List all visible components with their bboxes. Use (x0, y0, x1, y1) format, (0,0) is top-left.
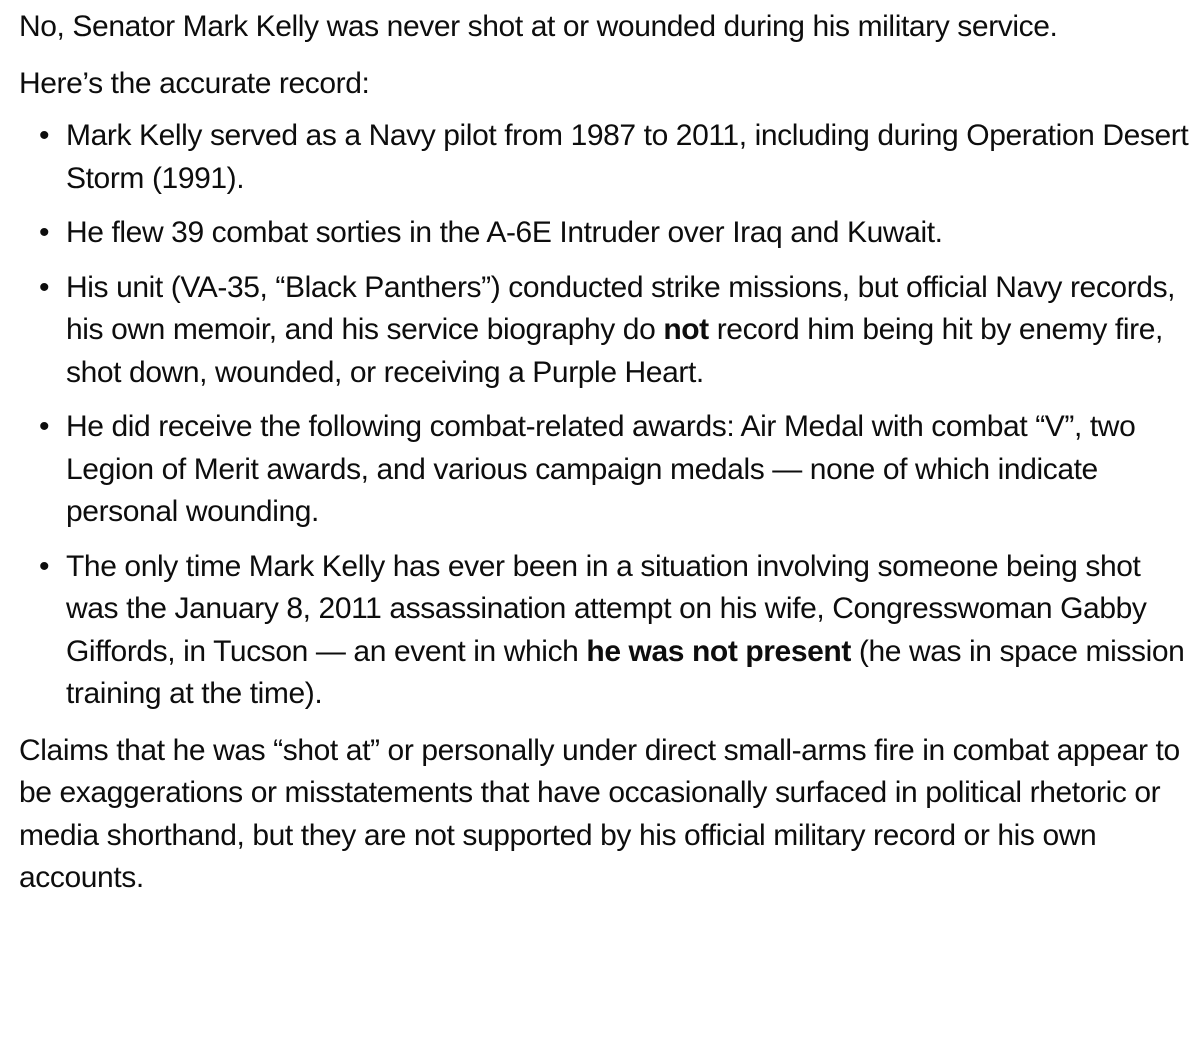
emphasis-text: he was not present (586, 634, 851, 668)
intro-paragraph: No, Senator Mark Kelly was never shot at or wounded during his military service. (19, 10, 1058, 43)
bullet-marker: • (39, 270, 50, 304)
list-item-text: The only time Mark Kelly has ever been in a situation involving someone being shot was the January 8, 2011 assassination attempt on his wife, Congresswoman Gabby Giffords, in Tucson — an event in which (66, 549, 1147, 668)
record-list (19, 115, 1189, 716)
list-item-text: Mark Kelly served as a Navy pilot from 1987 to 2011, including during Operation Desert Storm (1991). (66, 119, 1189, 195)
list-item (19, 115, 1189, 200)
bullet-marker: • (39, 410, 50, 443)
closing-paragraph: Claims that he was “shot at” or personally under direct small-arms fire in combat appear to be exaggerations or misstatements that have occasionally surfaced in political rhetoric or media shorthand, but they are not supported by his official military record or his own accounts. (19, 733, 1180, 894)
list-item-text: He flew 39 combat sorties in the A-6E Intruder over Iraq and Kuwait. (66, 216, 943, 249)
list-item (19, 546, 1189, 716)
list-item-text: (he was in space mission training at the time). (66, 634, 1185, 710)
bullet-marker: • (39, 119, 50, 152)
bullet-marker: • (39, 216, 50, 249)
list-item-text: His unit (VA-35, “Black Panthers”) conducted strike missions, but official Navy records, his own memoir, and his service biography do (66, 270, 1176, 346)
list-item-text: He did receive the following combat-related awards: Air Medal with combat “V”, two Legion of Merit awards, and various campaign medals — none of which indicate personal wounding. (66, 410, 1136, 528)
list-item (19, 267, 1189, 395)
lead-paragraph: Here’s the accurate record: (19, 66, 370, 100)
list-item (19, 406, 1189, 534)
list-item (19, 212, 1189, 255)
emphasis-text: not (663, 313, 709, 346)
list-item-text: record him being hit by enemy fire, shot down, wounded, or receiving a Purple Heart. (66, 313, 1163, 389)
bullet-marker: • (39, 549, 50, 583)
response-message (19, 6, 1189, 900)
